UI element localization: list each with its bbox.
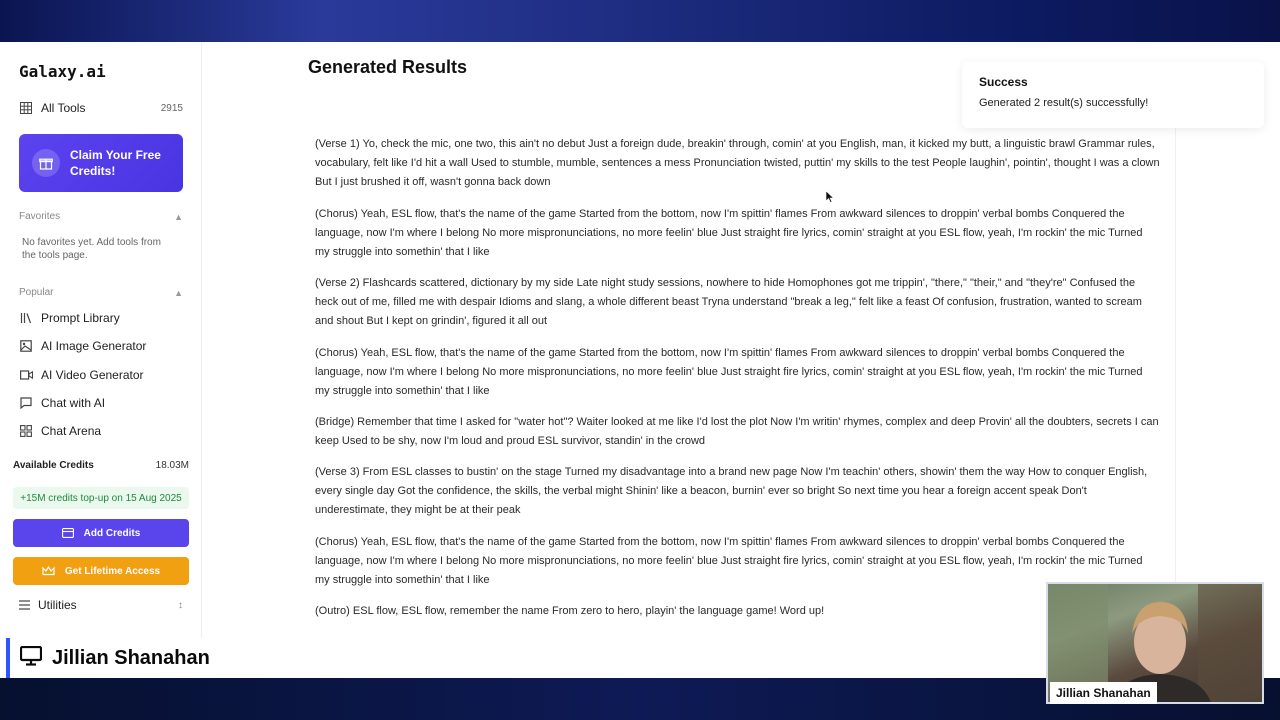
results-panel xyxy=(300,124,1176,678)
background-top-band xyxy=(0,0,1280,44)
topup-notice: +15M credits top-up on 15 Aug 2025 xyxy=(13,487,189,509)
result-paragraph: (Chorus) Yeah, ESL flow, that's the name of the game Started from the bottom, now I'm spittin' flames From awkward silences to droppin' verbal bombs Conquered the language, now I'm where I belong No more mispronunciations, no more feelin' blue Just straight fire lyrics, comin' straight at you ESL flow, yeah, I'm rockin' the mic Turned my struggle into somethin' that I like xyxy=(315,208,1143,258)
crown-icon xyxy=(42,566,55,576)
result-paragraph: (Chorus) Yeah, ESL flow, that's the name of the game Started from the bottom, now I'm spittin' flames From awkward silences to droppin' verbal bombs Conquered the language, now I'm where I belong No more mispronunciations, no more feelin' blue Just straight fire lyrics, comin' straight at you ESL flow, yeah, I'm rockin' the mic Turned my struggle into somethin' that I like xyxy=(315,347,1143,397)
result-paragraph: (Chorus) Yeah, ESL flow, that's the name of the game Started from the bottom, now I'm spittin' flames From awkward silences to droppin' verbal bombs Conquered the language, now I'm where I belong No more mispronunciations, no more feelin' blue Just straight fire lyrics, comin' straight at you ESL flow, yeah, I'm rockin' the mic Turned my struggle into somethin' that I like xyxy=(315,536,1143,586)
gift-icon xyxy=(32,149,60,177)
credits-label: Available Credits xyxy=(13,460,94,471)
result-paragraph: (Outro) ESL flow, ESL flow, remember the name From zero to hero, playin' the language game! Word up! xyxy=(315,605,825,617)
utilities-label: Utilities xyxy=(38,598,77,612)
sidebar-item-ai-video-generator[interactable] xyxy=(19,364,183,386)
toast-message: Generated 2 result(s) successfully! xyxy=(979,97,1149,109)
presenter-label xyxy=(6,638,222,678)
lifetime-access-label: Get Lifetime Access xyxy=(64,565,161,577)
lifetime-access-button[interactable] xyxy=(13,557,189,585)
grid-icon xyxy=(19,424,33,438)
sidebar-item-label: AI Video Generator xyxy=(41,368,144,382)
sidebar-item-label: Chat Arena xyxy=(41,424,102,438)
add-credits-button[interactable] xyxy=(13,519,189,547)
monitor-icon xyxy=(20,646,42,671)
sidebar-item-prompt-library[interactable] xyxy=(19,307,183,329)
success-toast[interactable] xyxy=(962,62,1264,128)
chevron-updown-icon: ↕ xyxy=(178,599,183,611)
sidebar-item-chat-arena[interactable] xyxy=(19,420,183,442)
sidebar-item-chat-with-ai[interactable] xyxy=(19,392,183,414)
page-title: Generated Results xyxy=(308,57,468,77)
menu-icon xyxy=(19,600,30,610)
library-icon xyxy=(19,311,33,325)
logo[interactable]: Galaxy.ai xyxy=(19,62,106,81)
presenter-name: Jillian Shanahan xyxy=(52,646,210,669)
claim-credits-label: Claim Your Free Credits! xyxy=(70,148,161,178)
chat-icon xyxy=(19,396,33,410)
popular-label: Popular xyxy=(19,287,54,298)
favorites-label: Favorites xyxy=(19,211,61,222)
available-credits xyxy=(13,460,189,471)
chevron-up-icon: ▲ xyxy=(174,211,183,222)
video-icon xyxy=(19,368,33,382)
sidebar-item-ai-image-generator[interactable] xyxy=(19,335,183,357)
image-icon xyxy=(19,339,33,353)
sidebar-item-label: All Tools xyxy=(41,101,86,115)
result-paragraph: (Verse 3) From ESL classes to bustin' on the stage Turned my disadvantage into a brand new page Now I'm teachin' others, showin' them the way How to conquer English, every single day Got the confidence, the skills, the verbal might Shinin' like a beacon, burnin' ever so bright So next time you hear a foreign accent speak Don't underestimate, they might be at their peak xyxy=(315,466,1148,516)
webcam-name-label: Jillian Shanahan xyxy=(1050,682,1157,704)
credits-value: 18.03M xyxy=(155,460,189,471)
sidebar-item-label: Chat with AI xyxy=(41,396,106,410)
chevron-up-icon: ▲ xyxy=(174,287,183,298)
sidebar xyxy=(0,42,202,678)
popular-heading[interactable] xyxy=(19,287,183,298)
sidebar-item-label: Prompt Library xyxy=(41,311,120,325)
grid-icon xyxy=(19,101,33,115)
result-paragraph: (Verse 1) Yo, check the mic, one two, this ain't no debut Just a foreign dude, breakin' through, comin' at you English, man, it kicked my butt, a linguistic brawl Grammar rules, vocabulary, felt like I'd hit a wall Used to stumble, mumble, sentences a mess Pronunciation twisted, puttin' my skills to the test People laughin', pointin', thought I was a clown But I just brushed it off, wasn't gonna back down xyxy=(315,138,1160,188)
result-paragraph: (Verse 2) Flashcards scattered, dictionary by my side Late night study sessions, nowhere to hide Homophones got me trippin', "there," "their," and "they're" Confused the heck out of me, filled me with despair Idioms and slang, a whole different beast Tryna understand "break a leg," felt like a feast Of confusion, frustration, wanted to scream and shout But I kept on grindin', figured it all out xyxy=(315,277,1142,327)
result-paragraph: (Bridge) Remember that time I asked for "water hot"? Waiter looked at me like I'd lost the plot Now I'm writin' rhymes, complex and deep Provin' all the doubters, secrets I can keep Used to be shy, now I'm loud and proud ESL survivor, standin' in the crowd xyxy=(315,416,1159,447)
mouse-cursor-icon xyxy=(826,190,834,208)
add-credits-label: Add Credits xyxy=(83,527,141,539)
card-icon xyxy=(62,528,74,538)
favorites-empty-text: No favorites yet. Add tools from the tools page. xyxy=(22,237,161,261)
sidebar-item-all-tools[interactable] xyxy=(19,97,183,119)
favorites-heading[interactable] xyxy=(19,211,183,222)
utilities-menu[interactable] xyxy=(19,598,183,612)
claim-credits-button[interactable] xyxy=(19,134,183,192)
tool-count: 2915 xyxy=(160,102,183,114)
sidebar-item-label: AI Image Generator xyxy=(41,339,147,353)
toast-title: Success xyxy=(979,75,1028,89)
